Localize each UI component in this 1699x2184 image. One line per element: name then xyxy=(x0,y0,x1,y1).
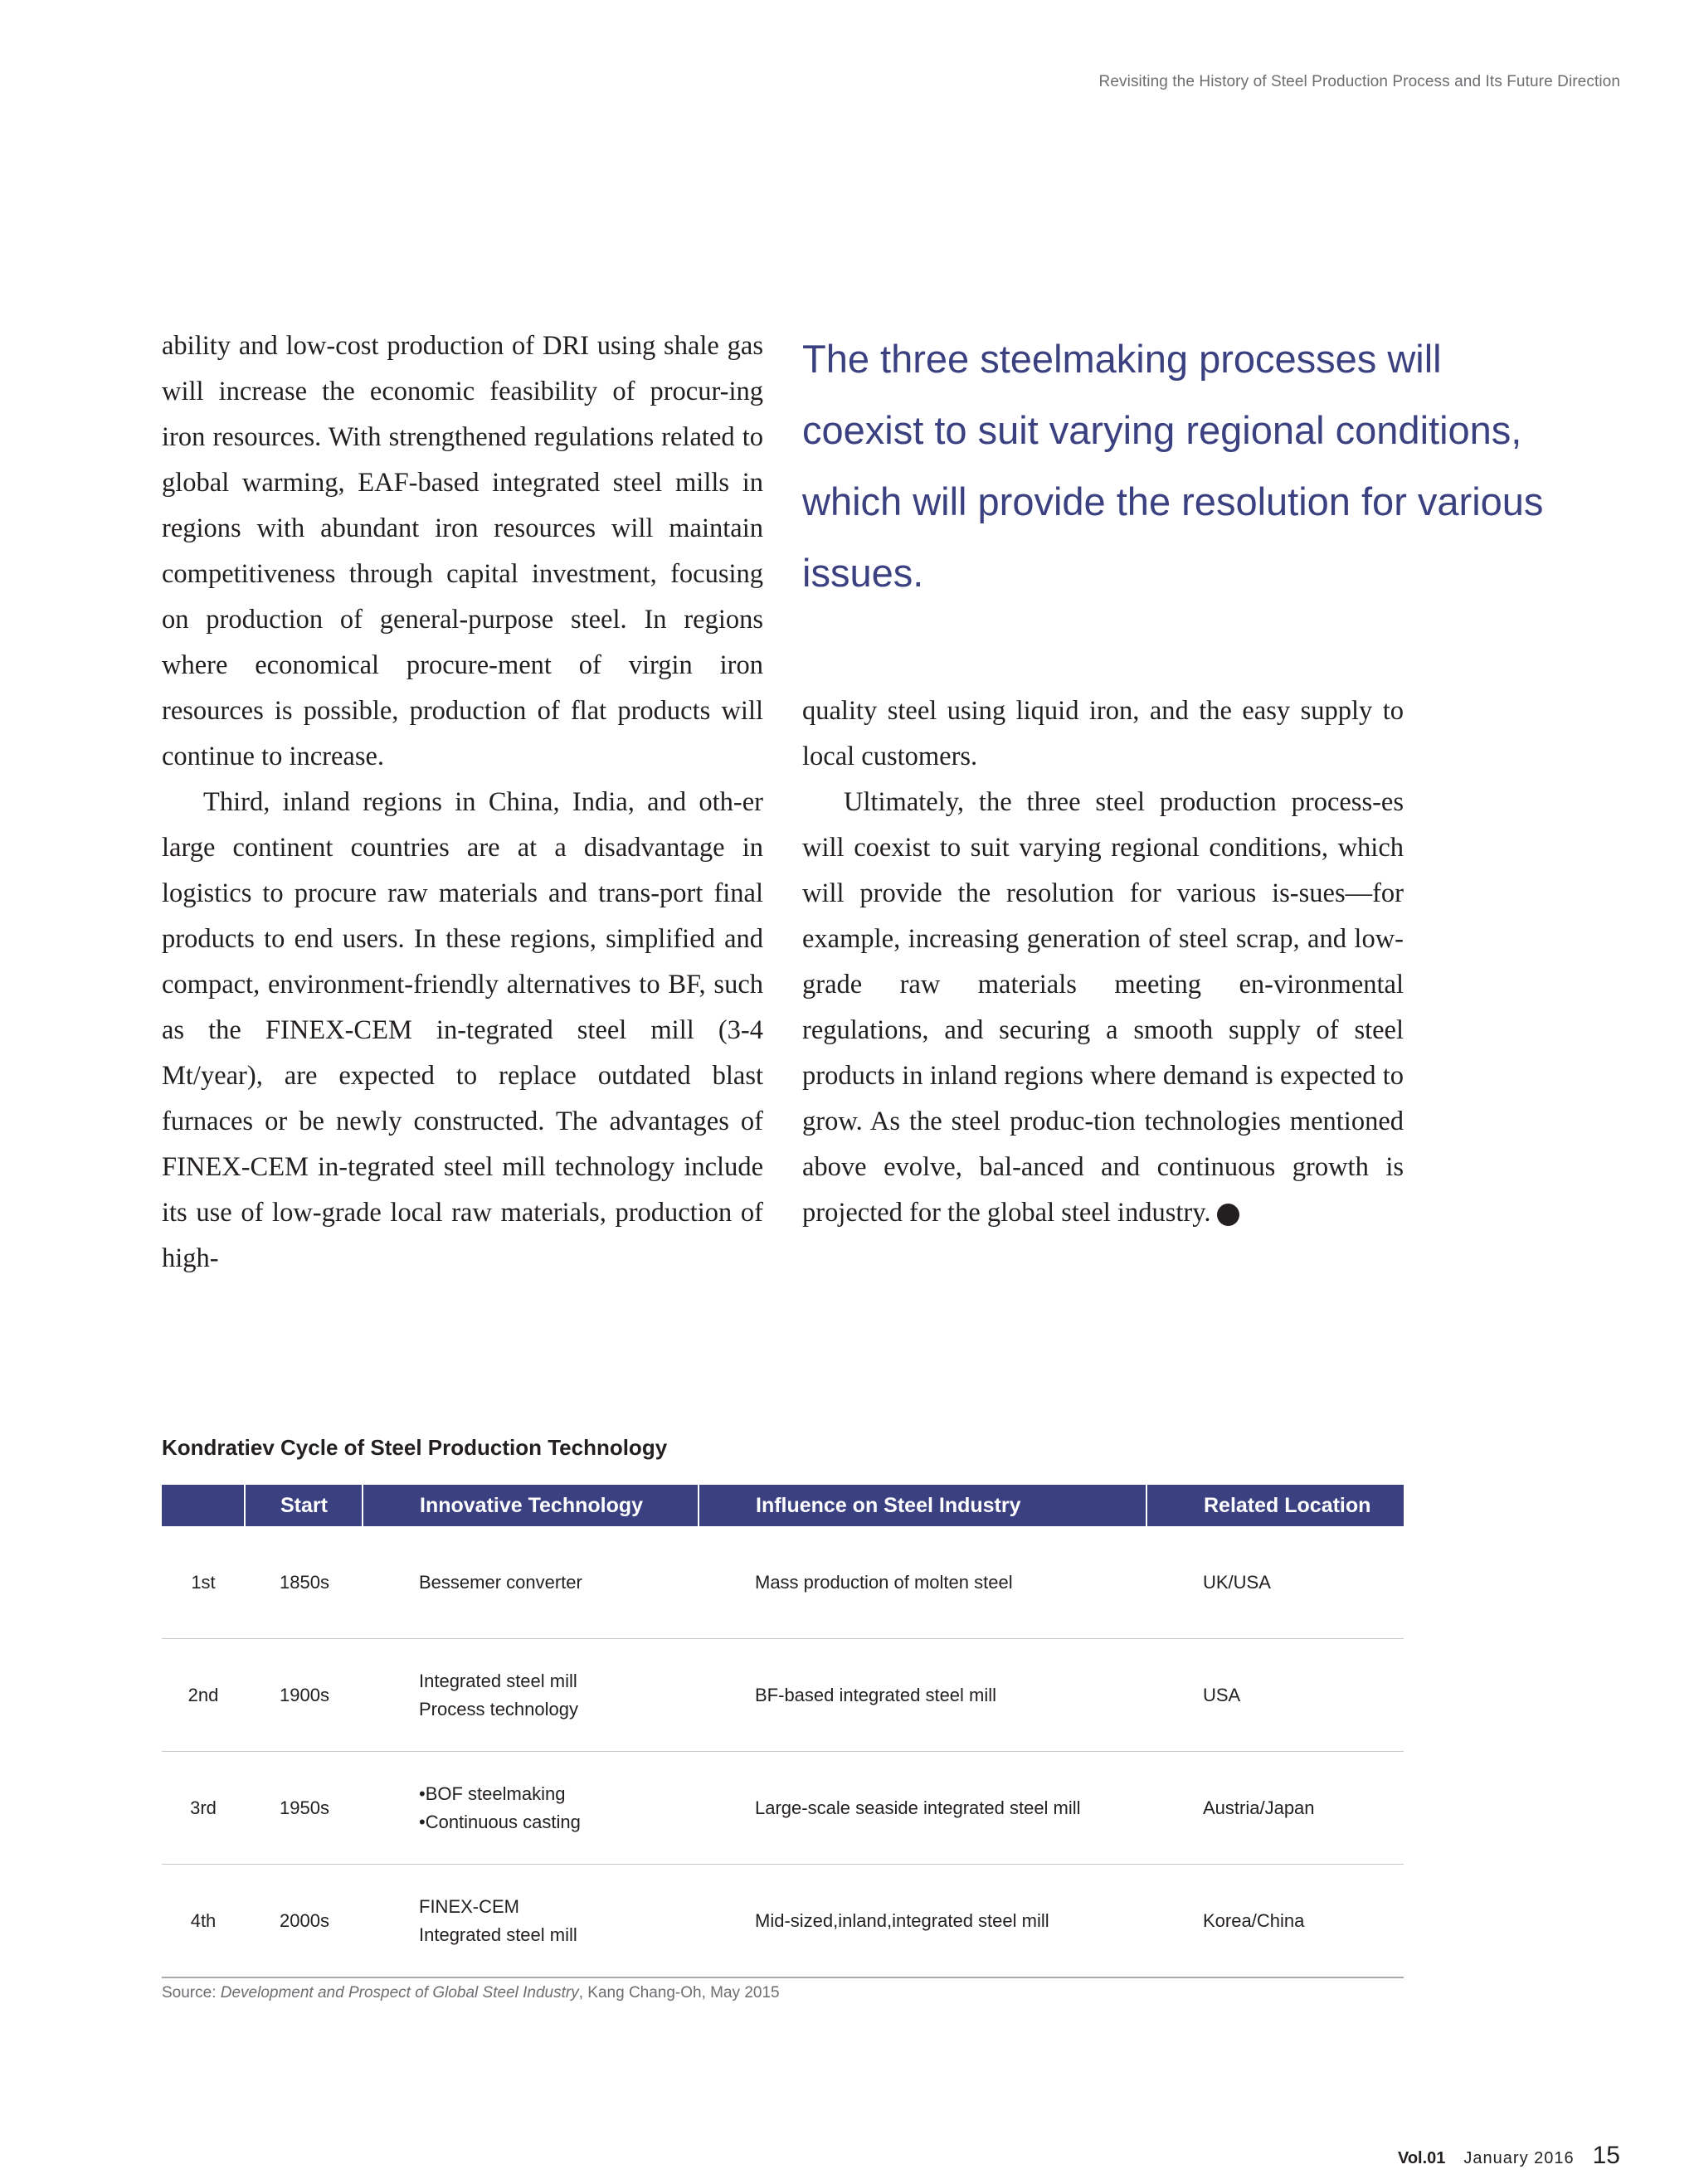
cell-cycle: 3rd xyxy=(162,1752,245,1865)
cell-location: UK/USA xyxy=(1146,1526,1404,1639)
pull-quote: The three steelmaking processes will coexist to suit varying regional conditions, which will provide the resolution for various issues. xyxy=(802,337,1544,595)
cell-influence: Mid-sized,inland,integrated steel mill xyxy=(699,1865,1146,1978)
column-header-cycle xyxy=(162,1485,245,1526)
right-column xyxy=(802,688,1404,1236)
source-prefix: Source: xyxy=(162,1984,221,2002)
table-row xyxy=(162,1639,1404,1752)
cell-technology xyxy=(363,1752,699,1865)
table-header-row xyxy=(162,1485,1404,1526)
cell-cycle: 4th xyxy=(162,1865,245,1978)
column-header-technology: Innovative Technology xyxy=(363,1485,699,1526)
cell-start: 2000s xyxy=(245,1865,363,1978)
table-source xyxy=(162,1984,780,2002)
left-column xyxy=(162,323,763,1282)
source-title: Development and Prospect of Global Steel Industry xyxy=(220,1984,579,2002)
page-number: 15 xyxy=(1592,2142,1620,2169)
footer-volume: Vol.01 xyxy=(1397,2149,1446,2167)
source-suffix: , Kang Chang-Oh, May 2015 xyxy=(578,1984,780,2002)
cell-start: 1850s xyxy=(245,1526,363,1639)
cell-location: Korea/China xyxy=(1146,1865,1404,1978)
kondratiev-table xyxy=(162,1485,1404,1978)
cell-technology-line-1: FINEX-CEM xyxy=(419,1895,519,1917)
cell-cycle: 1st xyxy=(162,1526,245,1639)
right-paragraph-2 xyxy=(802,780,1404,1236)
cell-influence: BF-based integrated steel mill xyxy=(699,1639,1146,1752)
right-paragraph-2-text: Ultimately, the three steel production process-es will coexist to suit varying regional conditions, which will provide the resolution for various is-sues—for example, increasing generation of steel scrap, and low-grade raw materials meeting en-vironmental regulations, and securing a smooth supply of steel products in inland regions where demand is expected to grow. As the steel produc-tion technologies mentioned above evolve, bal-anced and continuous growth is projected for the global steel industry. xyxy=(802,787,1404,1228)
cell-start: 1950s xyxy=(245,1752,363,1865)
cell-technology-line-1: Bessemer converter xyxy=(419,1571,582,1593)
left-paragraph-1: ability and low-cost production of DRI using shale gas will increase the economic feasibility of procur-ing iron resources. With strengthened regulations related to global warming, EAF-based integrated steel mills in regions with abundant iron resources will maintain competitiveness through capital investment, focusing on production of general-purpose steel. In regions where economical procure-ment of virgin iron resources is possible, production of flat products will continue to increase. xyxy=(162,331,763,771)
right-paragraph-1: quality steel using liquid iron, and the easy supply to local customers. xyxy=(802,696,1404,771)
cell-technology-line-1: •BOF steelmaking xyxy=(419,1783,566,1804)
cell-technology xyxy=(363,1639,699,1752)
left-paragraph-2: Third, inland regions in China, India, and oth-er large continent countries are at a disadvantage in logistics to procure raw materials and trans-port final products to end users. In these regions, simplified and compact, environment-friendly alternatives to BF, such as the FINEX-CEM in-tegrated steel mill (3-4 Mt/year), are expected to replace outdated blast furnaces or be newly constructed. The advantages of FINEX-CEM in-tegrated steel mill technology include its use of low-grade local raw materials, production of high- xyxy=(162,787,763,1273)
cell-technology xyxy=(363,1526,699,1639)
column-header-start: Start xyxy=(245,1485,363,1526)
running-head: Revisiting the History of Steel Production Process and Its Future Direction xyxy=(1098,73,1620,90)
cell-influence: Mass production of molten steel xyxy=(699,1526,1146,1639)
table-row xyxy=(162,1865,1404,1978)
cell-influence: Large-scale seaside integrated steel mill xyxy=(699,1752,1146,1865)
cell-technology-line-2: Process technology xyxy=(419,1698,578,1719)
cell-technology xyxy=(363,1865,699,1978)
footer-date: January 2016 xyxy=(1463,2149,1575,2167)
page-footer xyxy=(1398,2142,1620,2170)
cell-start: 1900s xyxy=(245,1639,363,1752)
column-header-influence: Influence on Steel Industry xyxy=(699,1485,1146,1526)
cell-technology-line-2: Integrated steel mill xyxy=(419,1924,577,1945)
table-row xyxy=(162,1526,1404,1639)
table-row xyxy=(162,1752,1404,1865)
column-header-location: Related Location xyxy=(1146,1485,1404,1526)
cell-technology-line-1: Integrated steel mill xyxy=(419,1670,577,1691)
cell-cycle: 2nd xyxy=(162,1639,245,1752)
cell-technology-line-2: •Continuous casting xyxy=(419,1811,581,1832)
cell-location: USA xyxy=(1146,1639,1404,1752)
end-mark-icon: A xyxy=(1217,1204,1239,1226)
table-title: Kondratiev Cycle of Steel Production Technology xyxy=(162,1435,668,1460)
cell-location: Austria/Japan xyxy=(1146,1752,1404,1865)
